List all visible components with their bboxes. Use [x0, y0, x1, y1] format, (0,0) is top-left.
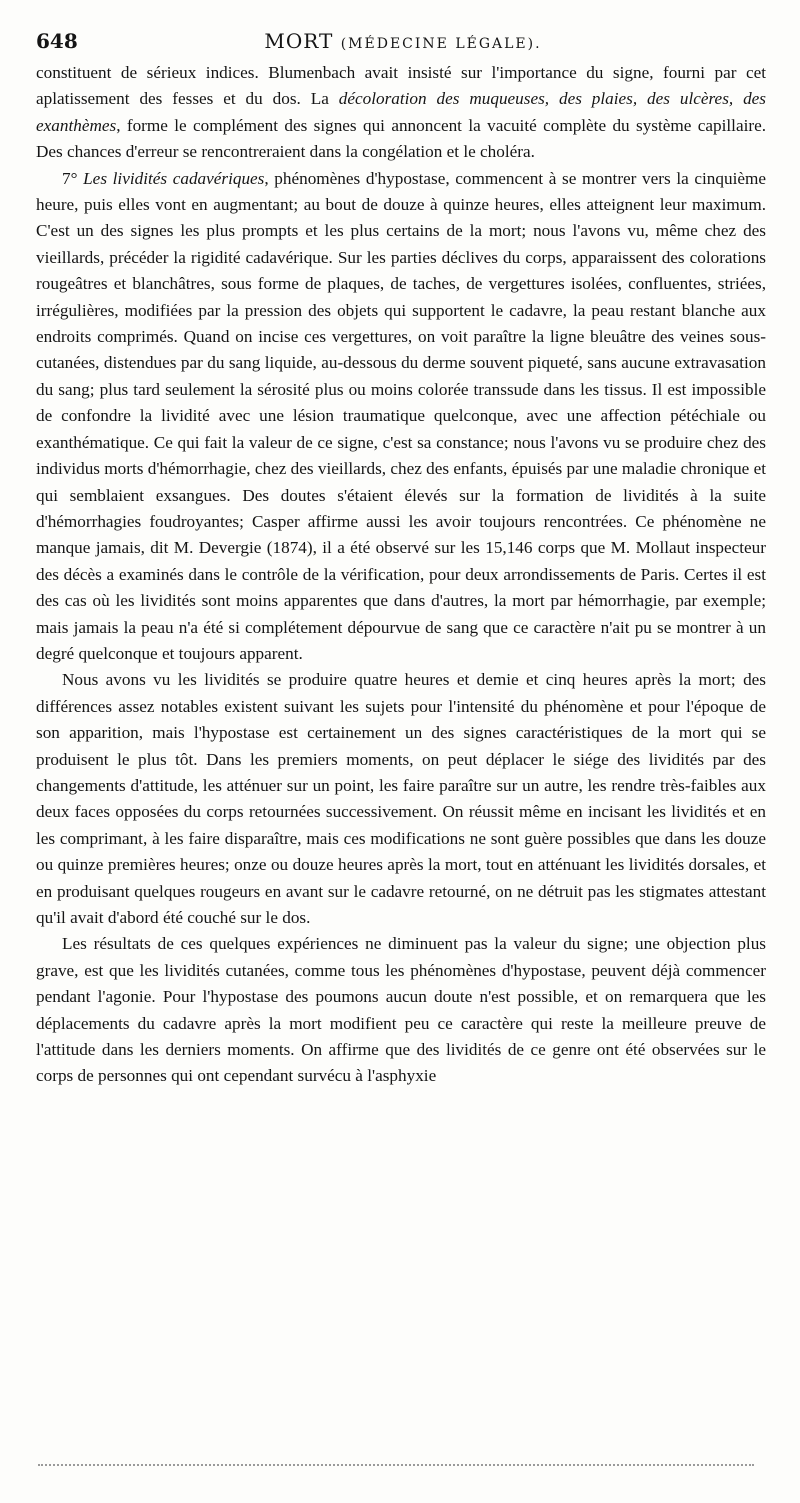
paragraph [36, 931, 766, 1089]
text-segment: Nous avons vu les lividités se produire quatre heures et demie et cinq heures après la mort; des différences assez notables existent suivant les sujets pour l'intensité du phénomène et pour l'époque de son apparition, mais l'hypostase est certainement un des signes caractéristiques de la mort qui se produisent le plus tôt. Dans les premiers moments, on peut déplacer le siége des lividités par des changements d'attitude, les atténuer sur un point, les faire paraître sur un autre, les rendre très-faibles aux deux faces opposées du corps retournées successivement. On réussit même en incisant les lividités et en les comprimant, à les faire disparaître, mais ces modifications ne sont guère possibles que dans les douze ou quinze premières heures; onze ou douze heures après la mort, tout en atténuant les lividités dorsales, et en produisant quelques rougeurs en avant sur le cadavre retourné, on ne détruit pas les stigmates attestant qu'il avait d'abord été couché sur le dos. [36, 670, 766, 927]
body-text [36, 60, 766, 1090]
text-segment: constituent de sérieux indices. Blumenbach avait insisté sur l'importance du signe, fourni par cet aplatissement des fesses et du dos. La [36, 63, 766, 109]
text-segment: , phénomènes d'hypostase, commencent à se montrer vers la cinquième heure, puis elles vont en augmentant; au bout de douze à quinze heures, elles atteignent leur maximum. C'est un des signes les plus prompts et les plus certains de la mort; nous l'avons vu, même chez des vieillards, précéder la rigidité cadavérique. Sur les parties déclives du corps, apparaissent des colorations rougeâtres et blanchâtres, sous forme de plaques, de taches, de vergettures isolées, confluentes, striées, irrégulières, modifiées par la pression des objets qui supportent le cadavre, la peau restant blanche aux endroits comprimés. Quand on incise ces vergettures, on voit paraître la ligne bleuâtre des veines sous-cutanées, distendues par du sang liquide, au-dessous du derme souvent piqueté, sans aucune extravasation du sang; plus tard seulement la sérosité plus ou moins colorée transsude dans les tissus. Il est impossible de confondre la lividité avec une lésion traumatique quelconque, avec une affection pétéchiale ou exanthématique. Ce qui fait la valeur de ce signe, c'est sa constance; nous l'avons vu se produire chez des individus morts d'hémorrhagie, chez des vieillards, chez des enfants, épuisés par une maladie chronique et qui semblaient exsangues. Des doutes s'étaient élevés sur la formation de lividités à la suite d'hémorrhagies foudroyantes; Casper affirme aussi les avoir toujours rencontrées. Ce phénomène ne manque jamais, dit M. Devergie (1874), il a été observé sur les 15,146 corps que M. Mollaut inspecteur des décès a examinés dans le contrôle de la vérification, pour deux arrondissements de Paris. Certes il est des cas où les lividités sont moins apparentes que dans d'autres, la mort par hémorrhagie, par exemple; mais jamais la peau n'a été si complétement dépourvue de sang que ce caractère n'ait pu se montrer à un degré quelconque et toujours apparent. [36, 168, 766, 663]
paragraph [36, 60, 766, 166]
paragraph [36, 667, 766, 931]
text-segment: 7° [62, 168, 84, 188]
text-segment: Les résultats de ces quelques expériences ne diminuent pas la valeur du signe; une objection plus grave, est que les lividités cutanées, comme tous les phénomènes d'hypostase, peuvent déjà commencer pendant l'agonie. Pour l'hypostase des poumons aucun doute n'est possible, et on remarquera que les déplacements du cadavre après la mort modifient peu ce caractère qui reste la meilleure preuve de l'attitude dans les derniers moments. On affirme que des lividités de ce genre ont été observées sur le corps de personnes qui ont cependant survécu à l'asphyxie [36, 934, 766, 1086]
paragraph [36, 166, 766, 668]
running-title [36, 26, 770, 59]
italic-text: décoloration des muqueuses, des plaies, des ulcères, des exanthèmes [36, 89, 766, 135]
italic-text: Les lividités cadavériques [83, 168, 265, 188]
page-footer-rule [38, 1464, 754, 1466]
text-segment: , forme le complément des signes qui annoncent la vacuité complète du système capillaire. Des chances d'erreur se rencontreraient dans la congélation et le choléra. [36, 115, 766, 162]
page-header [36, 26, 770, 56]
running-title-sub: (MÉDECINE LÉGALE). [340, 36, 542, 52]
page-number: 648 [36, 29, 78, 53]
running-title-main: MORT [264, 29, 334, 53]
